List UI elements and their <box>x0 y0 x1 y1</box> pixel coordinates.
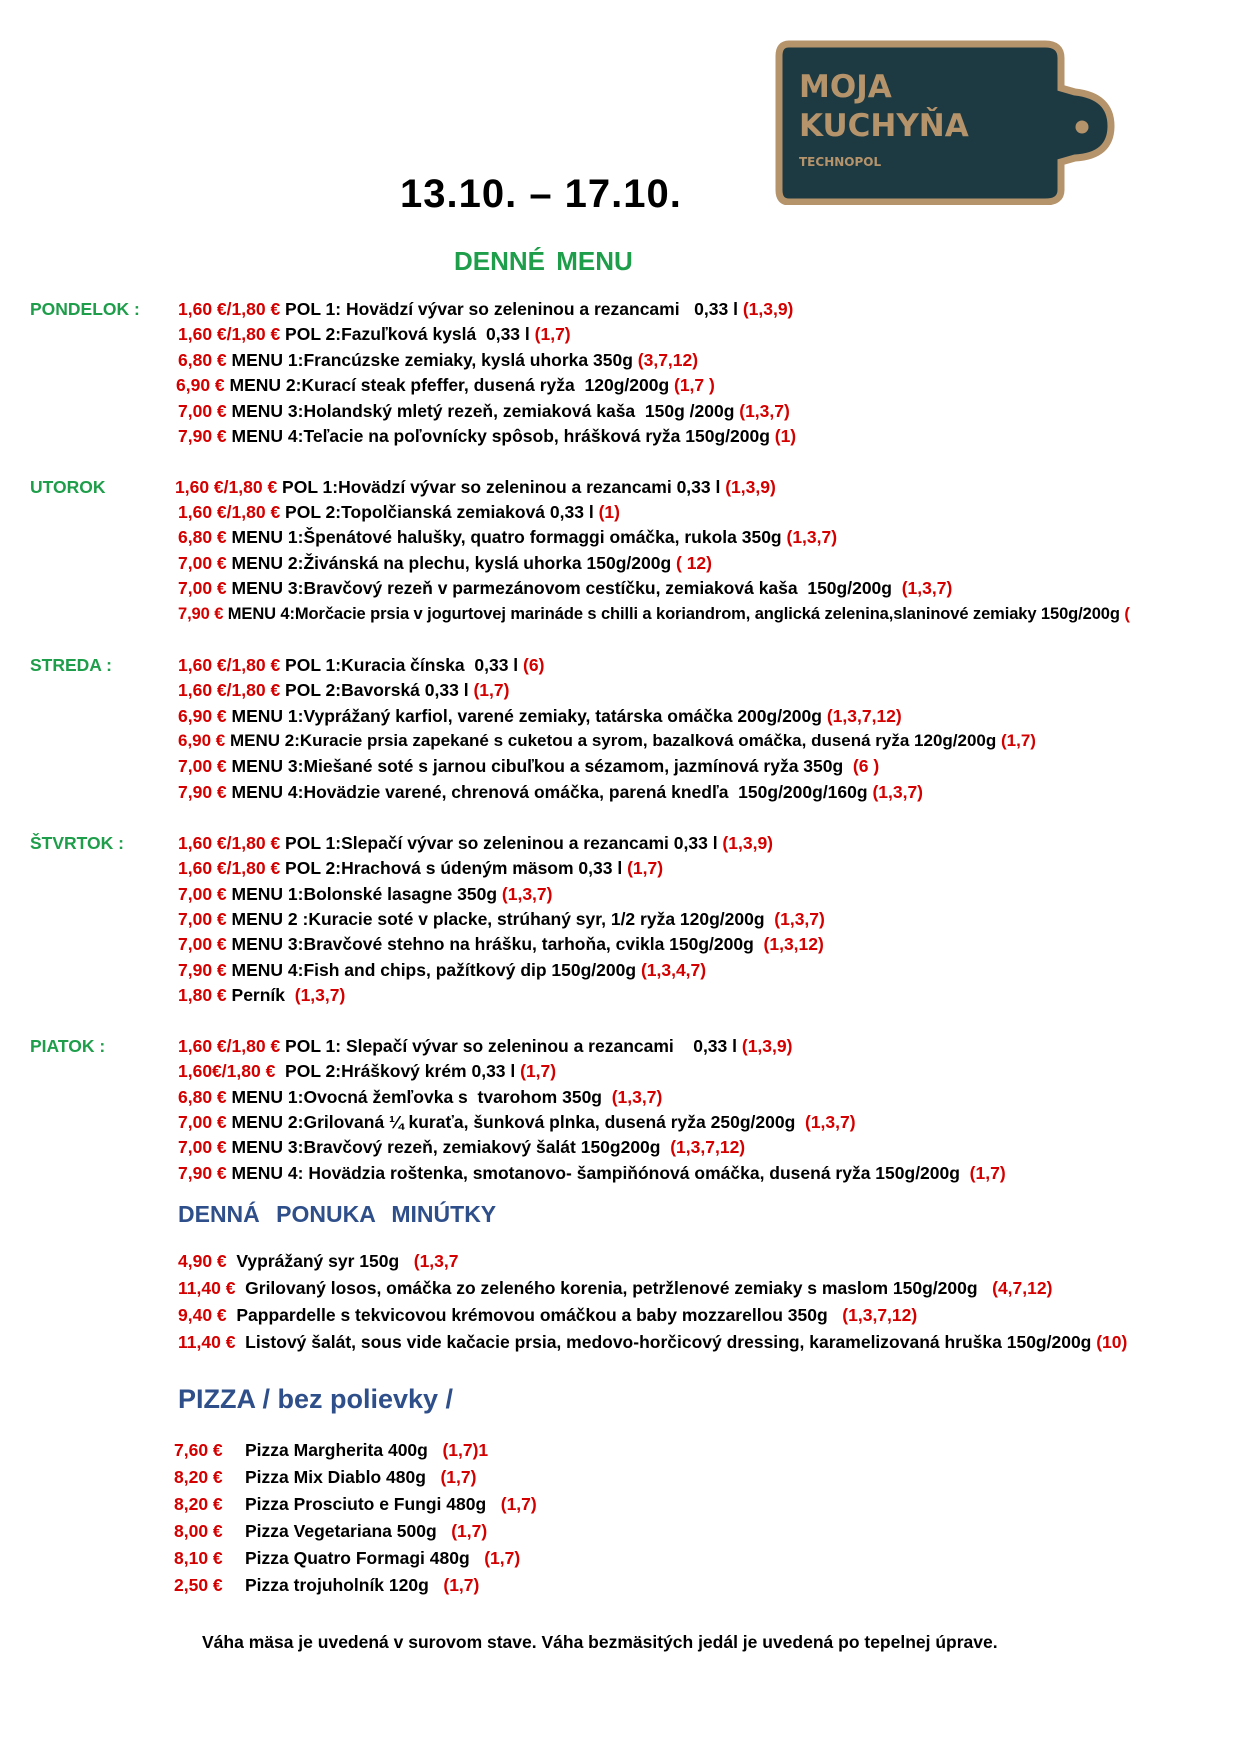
pizza-price: 8,00 € <box>174 1521 223 1541</box>
menu-line: 7,90 € MENU 4:Teľacie na poľovnícky spôsob, hrášková ryža 150g/200g (1) <box>178 426 797 446</box>
menu-line: 7,00 € MENU 2:Živánská na plechu, kyslá uhorka 150g/200g ( 12) <box>178 553 712 573</box>
menu-line: 7,90 € MENU 4:Morčacie prsia v jogurtovej marináde s chilli a koriandrom, anglická zelenina,slaninové zemiaky 150g/200g ( <box>178 605 1130 623</box>
menu-line: 6,90 € MENU 2:Kuracie prsia zapekané s cuketou a syrom, bazalková omáčka, dusená ryža 120g/200g (1,7) <box>178 731 1036 750</box>
day-label-utorok: UTOROK <box>30 477 106 497</box>
menu-line: 7,00 € MENU 3:Bravčový rezeň, zemiakový šalát 150g200g (1,3,7,12) <box>178 1137 746 1157</box>
menu-line: 1,80 € Perník (1,3,7) <box>178 985 346 1005</box>
menu-line: 1,60 €/1,80 € POL 2:Bavorská 0,33 l (1,7) <box>178 680 510 700</box>
pizza-price: 7,60 € <box>174 1440 223 1460</box>
pizza-price: 2,50 € <box>174 1575 223 1595</box>
pizza-item: Pizza trojuholník 120g (1,7) <box>245 1575 480 1595</box>
menu-line: 6,80 € MENU 1:Špenátové halušky, quatro formaggi omáčka, rukola 350g (1,3,7) <box>178 527 838 547</box>
menu-line: 7,00 € MENU 3:Holandský mletý rezeň, zemiaková kaša 150g /200g (1,3,7) <box>178 401 790 421</box>
logo-line2: KUCHYŇA <box>799 108 969 144</box>
menu-line: 6,90 € MENU 2:Kurací steak pfeffer, dusená ryža 120g/200g (1,7 ) <box>176 375 715 395</box>
pizza-item: Pizza Quatro Formagi 480g (1,7) <box>245 1548 521 1568</box>
date-range: 13.10. – 17.10. <box>400 172 682 216</box>
menu-line: 7,00 € MENU 2:Grilovaná ¼ kuraťa, šunková plnka, dusená ryža 250g/200g (1,3,7) <box>178 1112 856 1132</box>
day-label-piatok: PIATOK : <box>30 1036 106 1056</box>
menu-line: 1,60 €/1,80 € POL 2:Topolčianská zemiaková 0,33 l (1) <box>178 502 620 522</box>
menu-line: 7,90 € MENU 4: Hovädzia roštenka, smotanovo- šampiňónová omáčka, dusená ryža 150g/200g (1,7) <box>178 1163 1006 1183</box>
minutky-line: 9,40 € Pappardelle s tekvicovou krémovou omáčkou a baby mozzarellou 350g (1,3,7,12) <box>178 1305 918 1325</box>
menu-line: 1,60€/1,80 € POL 2:Hráškový krém 0,33 l (1,7) <box>178 1061 557 1081</box>
pizza-price: 8,20 € <box>174 1467 223 1487</box>
pizza-item: Pizza Mix Diablo 480g (1,7) <box>245 1467 477 1487</box>
menu-line: 7,00 € MENU 3:Bravčový rezeň v parmezánovom cestíčku, zemiaková kaša 150g/200g (1,3,7) <box>178 578 953 598</box>
menu-line: 7,00 € MENU 2 :Kuracie soté v placke, strúhaný syr, 1/2 ryža 120g/200g (1,3,7) <box>178 909 825 929</box>
pizza-item: Pizza Margherita 400g (1,7)1 <box>245 1440 489 1460</box>
menu-line: 7,90 € MENU 4:Hovädzie varené, chrenová omáčka, parená knedľa 150g/200g/160g (1,3,7) <box>178 782 924 802</box>
menu-line: 1,60 €/1,80 € POL 1: Slepačí vývar so zeleninou a rezancami 0,33 l (1,3,9) <box>178 1036 793 1056</box>
day-label-streda: STREDA : <box>30 655 112 675</box>
daily-menu-title: DENNÉ MENU <box>454 246 633 276</box>
menu-line: 6,80 € MENU 1:Ovocná žemľovka s tvarohom 350g (1,3,7) <box>178 1087 663 1107</box>
minutky-line: 11,40 € Grilovaný losos, omáčka zo zeleného korenia, petržlenové zemiaky s maslom 150g/200g (4,7,12) <box>178 1278 1053 1298</box>
menu-line: 7,00 € MENU 3:Bravčové stehno na hrášku, tarhoňa, cvikla 150g/200g (1,3,12) <box>178 934 824 954</box>
menu-line: 6,90 € MENU 1:Vyprážaný karfiol, varené zemiaky, tatárska omáčka 200g/200g (1,3,7,12) <box>178 706 902 726</box>
menu-line: 6,80 € MENU 1:Francúzske zemiaky, kyslá uhorka 350g (3,7,12) <box>178 350 699 370</box>
menu-line: 1,60 €/1,80 € POL 1:Hovädzí vývar so zeleninou a rezancami 0,33 l (1,3,9) <box>175 477 776 497</box>
menu-line: 1,60 €/1,80 € POL 2:Fazuľková kyslá 0,33 l (1,7) <box>178 324 571 344</box>
minutky-title: DENNÁ PONUKA MINÚTKY <box>178 1201 497 1227</box>
pizza-item: Pizza Vegetariana 500g (1,7) <box>245 1521 488 1541</box>
logo-line1: MOJA <box>799 69 892 105</box>
menu-line: 1,60 €/1,80 € POL 1:Slepačí vývar so zeleninou a rezancami 0,33 l (1,3,9) <box>178 833 773 853</box>
minutky-line: 4,90 € Vyprážaný syr 150g (1,3,7 <box>178 1251 459 1271</box>
pizza-price: 8,10 € <box>174 1548 223 1568</box>
menu-line: 1,60 €/1,80 € POL 1:Kuracia čínska 0,33 l (6) <box>178 655 545 675</box>
footer-note: Váha mäsa je uvedená v surovom stave. Váha bezmäsitých jedál je uvedená po tepelnej úprave. <box>202 1632 998 1652</box>
menu-line: 7,00 € MENU 1:Bolonské lasagne 350g (1,3,7) <box>178 884 553 904</box>
pizza-price: 8,20 € <box>174 1494 223 1514</box>
menu-line: 1,60 €/1,80 € POL 2:Hrachová s údeným mäsom 0,33 l (1,7) <box>178 858 664 878</box>
day-label-pondelok: PONDELOK : <box>30 299 140 319</box>
minutky-line: 11,40 € Listový šalát, sous vide kačacie prsia, medovo-horčicový dressing, karamelizovaná hruška 150g/200g (10) <box>178 1332 1128 1352</box>
menu-line: 7,90 € MENU 4:Fish and chips, pažítkový dip 150g/200g (1,3,4,7) <box>178 960 707 980</box>
pizza-title: PIZZA / bez polievky / <box>178 1384 454 1414</box>
logo-subtitle: TECHNOPOL <box>799 155 882 169</box>
menu-line: 1,60 €/1,80 € POL 1: Hovädzí vývar so zeleninou a rezancami 0,33 l (1,3,9) <box>178 299 794 319</box>
menu-line: 7,00 € MENU 3:Miešané soté s jarnou cibuľkou a sézamom, jazmínová ryža 350g (6 ) <box>178 756 880 776</box>
logo <box>775 40 1115 205</box>
day-label-stvrtok: ŠTVRTOK : <box>30 833 124 853</box>
pizza-item: Pizza Prosciuto e Fungi 480g (1,7) <box>245 1494 537 1514</box>
